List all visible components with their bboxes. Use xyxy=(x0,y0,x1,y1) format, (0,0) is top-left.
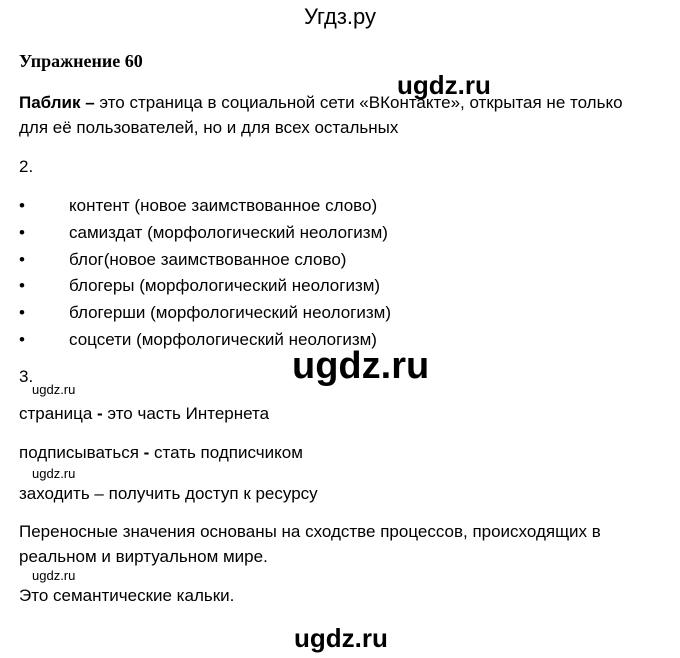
meaning-line xyxy=(19,482,318,505)
meaning-dash: - xyxy=(138,443,155,462)
exercise-title: Упражнение 60 xyxy=(19,51,143,71)
watermark-small-1: ugdz.ru xyxy=(32,382,76,397)
list-item-text: контент (новое заимствованное слово) xyxy=(69,196,378,215)
list-item xyxy=(19,300,391,327)
bullet: • xyxy=(19,196,25,215)
bullet: • xyxy=(19,249,25,269)
list-item xyxy=(19,220,391,247)
watermark-small-3: ugdz.ru xyxy=(32,568,76,583)
definition-line-1 xyxy=(19,91,623,114)
meaning-text: получить доступ к ресурсу xyxy=(108,484,318,503)
meaning-word: заходить xyxy=(19,484,90,503)
meaning-text: стать подписчиком xyxy=(154,443,303,462)
list-item xyxy=(19,247,391,274)
bullet: • xyxy=(19,222,25,242)
calques-line: Это семантические кальки. xyxy=(19,586,235,605)
conclusion-line-1: Переносные значения основаны на сходстве процессов, происходящих в xyxy=(19,522,601,541)
list-item-text: блогерши (морфологический неологизм) xyxy=(69,303,392,323)
watermark-bottom: ugdz.ru xyxy=(294,623,388,653)
meaning-word: подписываться xyxy=(19,443,139,462)
section-2-number: 2. xyxy=(19,157,34,176)
meaning-line xyxy=(19,402,269,425)
list-item-text: блогеры (морфологический неологизм) xyxy=(69,276,381,296)
bullet: • xyxy=(19,276,25,296)
meaning-text: это часть Интернета xyxy=(107,404,270,423)
site-title: Угдз.ру xyxy=(303,4,377,29)
bullet: • xyxy=(19,329,25,349)
bullet: • xyxy=(19,303,25,323)
watermark-small-2: ugdz.ru xyxy=(32,466,76,481)
meaning-line xyxy=(19,441,303,464)
definition-line-2: для её пользователей, но и для всех остальных xyxy=(19,118,399,137)
definition-term: Паблик – xyxy=(19,93,95,112)
meaning-word: страница xyxy=(19,404,93,423)
watermark-top: ugdz.ru xyxy=(397,70,491,100)
conclusion-line-2: реальном и виртуальном мире. xyxy=(19,547,268,566)
list-item-text: самиздат (морфологический неологизм) xyxy=(69,222,388,242)
list-item xyxy=(19,193,391,220)
list-item xyxy=(19,273,391,300)
list-item-text: соцсети (морфологический неологизм) xyxy=(69,329,377,349)
words-list xyxy=(19,193,391,354)
list-item-text: блог(новое заимствованное слово) xyxy=(69,249,347,269)
definition-text: это страница в социальной сети «ВКонтакте», открытая не только xyxy=(94,93,623,112)
watermark-center: ugdz.ru xyxy=(292,345,430,387)
section-3-number: 3. xyxy=(19,367,34,386)
meaning-dash: – xyxy=(89,484,109,503)
meaning-dash: - xyxy=(92,404,108,423)
